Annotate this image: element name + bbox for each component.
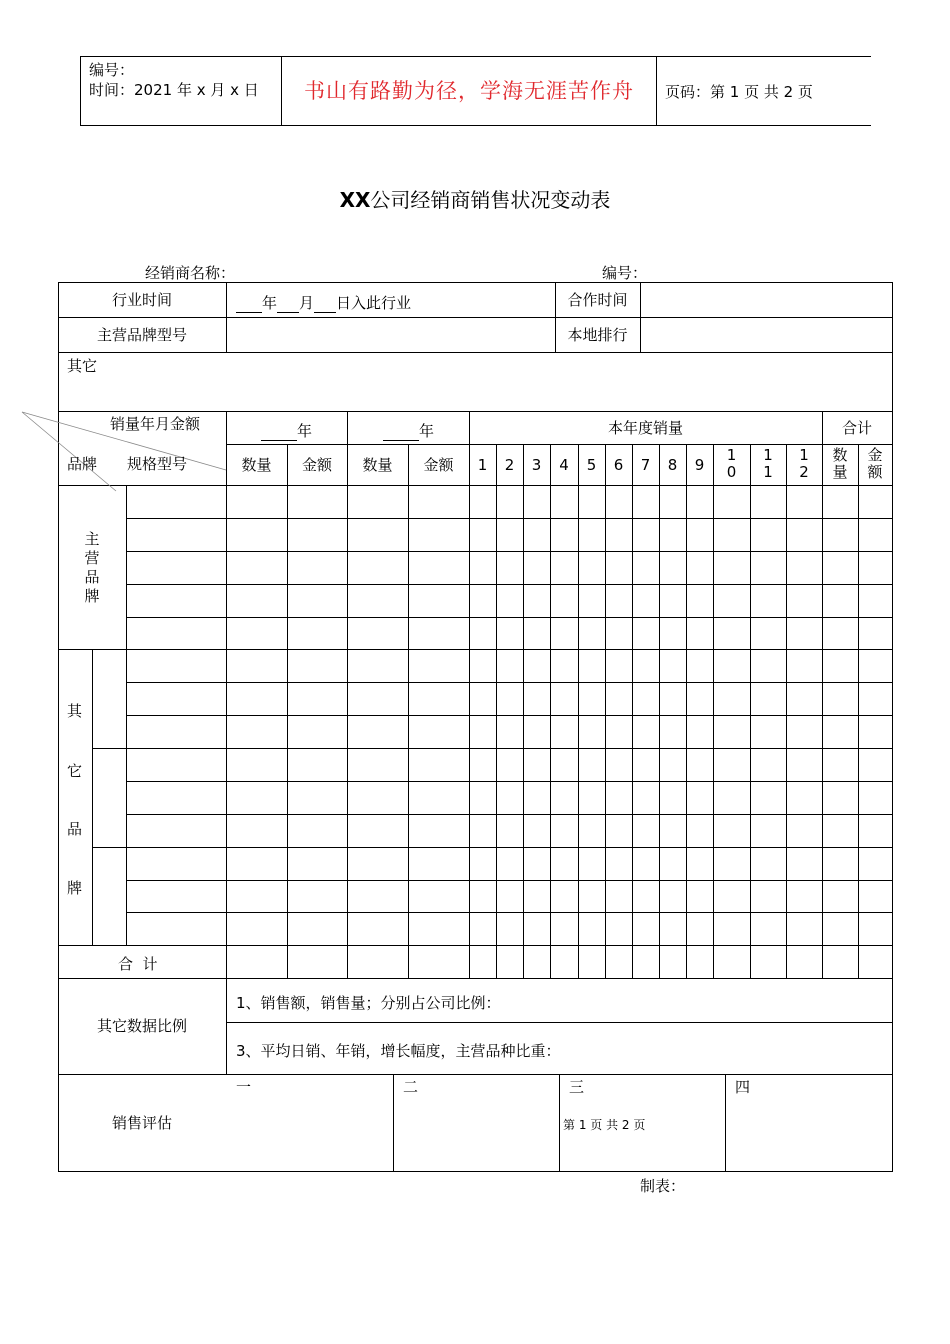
month-12-header: 12 [799, 446, 809, 481]
evaluation-label: 销售评估 [111, 1114, 172, 1132]
local-rank-label: 本地排行 [567, 326, 628, 344]
month-6-header: 6 [613, 456, 624, 474]
industry-time-field[interactable] [236, 292, 411, 313]
diag-brand-label: 品牌 [67, 455, 98, 473]
total-amount-header: 金额 [867, 446, 883, 481]
year-1-label: 年 [297, 422, 313, 440]
month-2-header: 2 [504, 456, 515, 474]
other-brand-char-1: 其 [67, 702, 83, 720]
title-bold: XX [339, 188, 371, 212]
maker-label: 制表： [640, 1177, 686, 1195]
amount-2-header: 金额 [423, 456, 454, 474]
year-1-header [261, 420, 312, 441]
year-2-label: 年 [419, 422, 435, 440]
other-brand-char-4: 牌 [67, 879, 83, 897]
month-4-header: 4 [559, 456, 569, 474]
other-label: 其它 [67, 357, 98, 375]
header-motto: 书山有路勤为径，学海无涯苦作舟 [304, 79, 634, 103]
title-rest: 公司经销商销售状况变动表 [370, 188, 611, 212]
total-quantity-header: 数量 [832, 446, 848, 481]
header-number-label: 编号： [89, 61, 135, 79]
diag-top-label: 销量年月金额 [110, 415, 201, 433]
header-page-label: 页码：第 1 页 共 2 页 [665, 83, 813, 101]
main-brand-model-label: 主营品牌型号 [96, 326, 187, 344]
evaluation-page-footer: 第 1 页 共 2 页 [563, 1118, 646, 1132]
month-3-header: 3 [531, 456, 542, 474]
month-11-header: 11 [763, 446, 773, 481]
month-5-header: 5 [586, 456, 597, 474]
industry-time-day: 日入此行业 [336, 294, 412, 312]
quantity-1-header: 数量 [241, 456, 272, 474]
month-7-header: 7 [640, 456, 651, 474]
pre-number-label: 编号： [602, 264, 648, 282]
year-2-header [383, 420, 434, 441]
industry-time-month: 月 [299, 294, 315, 312]
main-brand-group-label: 主营品牌 [84, 530, 100, 605]
other-brand-char-2: 它 [67, 762, 83, 780]
other-ratio-label: 其它数据比例 [96, 1017, 187, 1035]
evaluation-col-2: 二 [403, 1078, 419, 1096]
other-brand-char-3: 品 [67, 820, 83, 838]
other-ratio-line-3: 3、平均日销、年销，增长幅度，主营品种比重： [236, 1042, 561, 1060]
header-time-label: 时间：2021 年 x 月 x 日 [89, 81, 259, 99]
total-row-label: 合 计 [118, 955, 158, 973]
total-header: 合计 [841, 419, 872, 437]
cooperation-time-label: 合作时间 [567, 291, 628, 309]
industry-time-year: 年 [262, 294, 278, 312]
month-1-header: 1 [477, 456, 488, 474]
other-ratio-line-1: 1、销售额，销售量；分别占公司比例： [236, 994, 501, 1012]
this-year-sales-header: 本年度销量 [607, 419, 683, 437]
evaluation-col-1: 一 [236, 1078, 252, 1096]
quantity-2-header: 数量 [362, 456, 393, 474]
dealer-name-label: 经销商名称： [145, 264, 236, 282]
amount-1-header: 金额 [301, 456, 332, 474]
month-9-header: 9 [694, 456, 705, 474]
evaluation-col-4: 四 [735, 1078, 751, 1096]
industry-time-label: 行业时间 [111, 291, 172, 309]
month-8-header: 8 [667, 456, 678, 474]
month-10-header: 10 [726, 446, 737, 481]
diag-spec-label: 规格型号 [127, 455, 188, 473]
evaluation-col-3: 三 [569, 1078, 585, 1096]
